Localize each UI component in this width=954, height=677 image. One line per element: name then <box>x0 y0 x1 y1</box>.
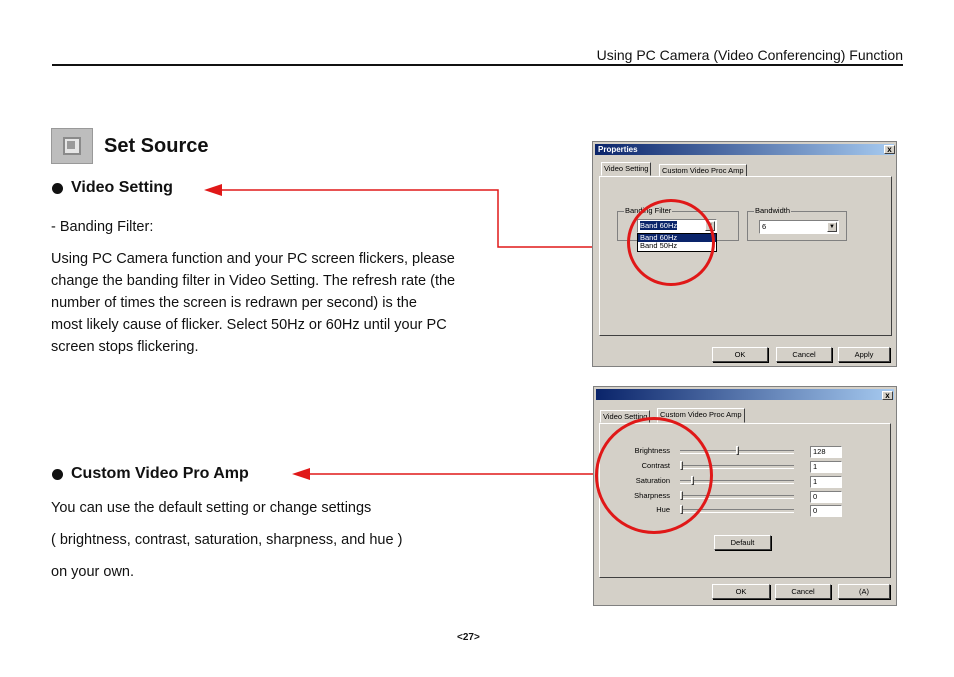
dialog-title: Properties <box>598 145 638 154</box>
banding-filter-label: - Banding Filter: <box>51 219 154 235</box>
cancel-button[interactable]: Cancel <box>776 347 832 362</box>
slider-label-brightness: Brightness <box>634 446 670 455</box>
default-button[interactable]: Default <box>714 535 771 550</box>
dialog-titlebar <box>595 144 894 155</box>
highlight-circle-sliders <box>595 417 713 534</box>
custom-video-heading: Custom Video Pro Amp <box>71 465 249 482</box>
highlight-circle-banding <box>627 199 715 286</box>
ok-button[interactable]: OK <box>712 347 768 362</box>
banding-filter-group-label: Banding Filter <box>625 206 672 215</box>
cancel-button[interactable]: Cancel <box>775 584 831 599</box>
tab-custom-video[interactable]: Custom Video Proc Amp <box>657 408 745 423</box>
slider-value[interactable]: 0 <box>810 505 842 517</box>
bandwidth-value: 6 <box>762 222 767 231</box>
chevron-down-icon[interactable]: ▼ <box>827 222 837 232</box>
page-number: <27> <box>457 632 480 643</box>
paragraph-line: Using PC Camera function and your PC screen flickers, please <box>51 251 455 267</box>
dialog-titlebar <box>596 389 894 400</box>
slider-label-hue: Hue <box>656 505 670 514</box>
paragraph-line: screen stops flickering. <box>51 339 199 355</box>
section-title: Set Source <box>104 135 209 157</box>
slider-value[interactable]: 1 <box>810 476 842 488</box>
arrowhead-custom-video <box>292 468 310 480</box>
apply-button[interactable]: Apply <box>838 347 890 362</box>
dropdown-option[interactable]: Band 60Hz <box>638 234 716 242</box>
close-icon[interactable]: x <box>884 145 895 154</box>
custom-video-line: on your own. <box>51 564 135 580</box>
apply-button[interactable]: (A) <box>838 584 890 599</box>
paragraph-line: change the banding filter in Video Setting. The refresh rate (the <box>51 273 456 289</box>
slider-value[interactable]: 0 <box>810 491 842 503</box>
arrowhead-video-setting <box>204 184 222 196</box>
bandwidth-select[interactable] <box>759 220 839 234</box>
tab-video-setting[interactable]: Video Setting <box>601 162 651 176</box>
slider-label-contrast: Contrast <box>641 461 670 470</box>
bandwidth-group-label: Bandwidth <box>755 206 791 215</box>
slider-value[interactable]: 128 <box>810 446 842 458</box>
video-setting-heading: Video Setting <box>71 179 173 196</box>
custom-video-line: You can use the default setting or change settings <box>51 500 372 516</box>
dropdown-option[interactable]: Band 50Hz <box>640 241 678 250</box>
slider-label-saturation: Saturation <box>635 476 670 485</box>
paragraph-line: most likely cause of flicker. Select 50Hz or 60Hz until your PC <box>51 317 447 333</box>
chevron-down-icon[interactable]: ▼ <box>705 221 715 231</box>
slider-label-sharpness: Sharpness <box>634 491 670 500</box>
slider-value[interactable]: 1 <box>810 461 842 473</box>
running-header: Using PC Camera (Video Conferencing) Function <box>596 47 903 63</box>
banding-filter-value: Band 60Hz <box>640 221 678 230</box>
ok-button[interactable]: OK <box>712 584 770 599</box>
tab-custom-video[interactable]: Custom Video Proc Amp <box>659 164 747 177</box>
close-icon[interactable]: x <box>882 391 893 400</box>
custom-video-line: ( brightness, contrast, saturation, sharpness, and hue ) <box>51 532 403 548</box>
tab-video-setting[interactable]: Video Setting <box>600 410 650 423</box>
paragraph-line: number of times the screen is redrawn per second) is the <box>51 295 417 311</box>
arrow-line-video-setting <box>214 190 636 247</box>
slider-thumb[interactable] <box>736 446 739 455</box>
